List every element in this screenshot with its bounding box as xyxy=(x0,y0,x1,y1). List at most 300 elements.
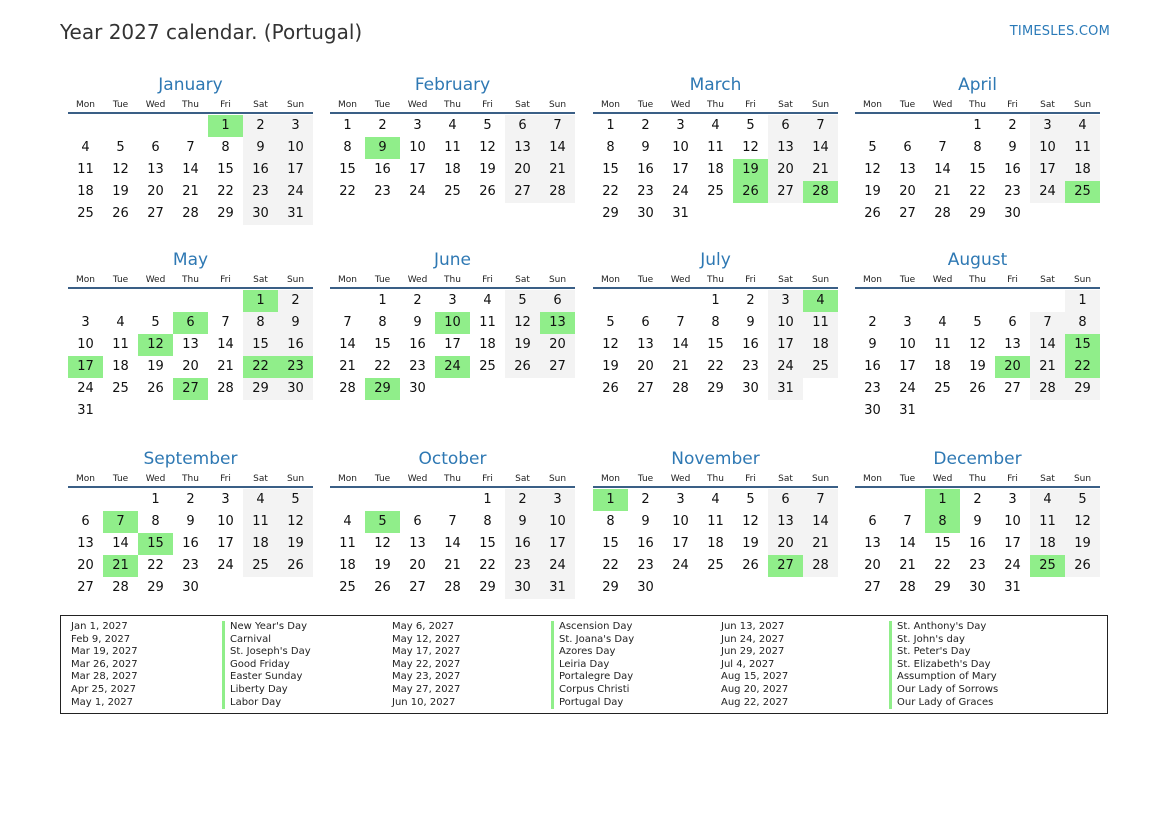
day-cell[interactable]: 25 xyxy=(444,184,461,199)
day-cell[interactable]: 7 xyxy=(221,315,230,330)
day-cell[interactable]: 20 xyxy=(864,558,881,573)
day-cell[interactable]: 8 xyxy=(221,140,230,155)
day-cell[interactable]: 29 xyxy=(602,580,619,595)
day-cell[interactable]: 25 xyxy=(934,381,951,396)
day-cell[interactable]: 13 xyxy=(409,536,426,551)
day-cell[interactable]: 17 xyxy=(1004,536,1021,551)
day-cell[interactable]: 19 xyxy=(864,184,881,199)
day-cell[interactable]: 27 xyxy=(147,206,164,221)
day-cell[interactable]: 27 xyxy=(899,206,916,221)
day-cell[interactable]: 30 xyxy=(637,580,654,595)
day-cell[interactable]: 21 xyxy=(1030,356,1065,378)
day-cell[interactable]: 8 xyxy=(151,514,160,529)
day-cell[interactable]: 24 xyxy=(435,356,470,378)
day-cell[interactable]: 1 xyxy=(483,492,492,507)
day-cell[interactable]: 11 xyxy=(1065,137,1100,159)
day-cell[interactable]: 2 xyxy=(186,492,195,507)
day-cell[interactable]: 15 xyxy=(138,533,173,555)
day-cell[interactable]: 4 xyxy=(711,492,720,507)
day-cell[interactable]: 22 xyxy=(707,359,724,374)
day-cell[interactable]: 12 xyxy=(742,514,759,529)
day-cell[interactable]: 2 xyxy=(278,290,313,312)
day-cell[interactable]: 11 xyxy=(1030,511,1065,533)
day-cell[interactable]: 26 xyxy=(1065,555,1100,577)
day-cell[interactable]: 22 xyxy=(969,184,986,199)
day-cell[interactable]: 22 xyxy=(934,558,951,573)
day-cell[interactable]: 10 xyxy=(217,514,234,529)
day-cell[interactable]: 11 xyxy=(112,337,129,352)
day-cell[interactable]: 4 xyxy=(938,315,947,330)
day-cell[interactable]: 2 xyxy=(746,293,755,308)
day-cell[interactable]: 26 xyxy=(147,381,164,396)
day-cell[interactable]: 16 xyxy=(742,337,759,352)
day-cell[interactable]: 1 xyxy=(606,118,615,133)
day-cell[interactable]: 18 xyxy=(243,533,278,555)
day-cell[interactable]: 7 xyxy=(903,514,912,529)
day-cell[interactable]: 2 xyxy=(378,118,387,133)
day-cell[interactable]: 26 xyxy=(733,181,768,203)
day-cell[interactable]: 6 xyxy=(505,115,540,137)
day-cell[interactable]: 16 xyxy=(969,536,986,551)
day-cell[interactable]: 3 xyxy=(448,293,457,308)
day-cell[interactable]: 4 xyxy=(483,293,492,308)
day-cell[interactable]: 26 xyxy=(742,558,759,573)
day-cell[interactable]: 16 xyxy=(1004,162,1021,177)
day-cell[interactable]: 28 xyxy=(672,381,689,396)
day-cell[interactable]: 17 xyxy=(768,334,803,356)
day-cell[interactable]: 15 xyxy=(602,536,619,551)
day-cell[interactable]: 27 xyxy=(77,580,94,595)
day-cell[interactable]: 12 xyxy=(278,511,313,533)
day-cell[interactable]: 9 xyxy=(186,514,195,529)
day-cell[interactable]: 9 xyxy=(1008,140,1017,155)
day-cell[interactable]: 9 xyxy=(746,315,755,330)
day-cell[interactable]: 29 xyxy=(365,378,400,400)
day-cell[interactable]: 27 xyxy=(540,356,575,378)
day-cell[interactable]: 26 xyxy=(479,184,496,199)
day-cell[interactable]: 23 xyxy=(637,184,654,199)
day-cell[interactable]: 6 xyxy=(903,140,912,155)
day-cell[interactable]: 7 xyxy=(540,115,575,137)
day-cell[interactable]: 2 xyxy=(1008,118,1017,133)
day-cell[interactable]: 3 xyxy=(278,115,313,137)
day-cell[interactable]: 30 xyxy=(505,577,540,599)
day-cell[interactable]: 15 xyxy=(243,334,278,356)
day-cell[interactable]: 30 xyxy=(1004,206,1021,221)
day-cell[interactable]: 17 xyxy=(672,162,689,177)
day-cell[interactable]: 18 xyxy=(339,558,356,573)
day-cell[interactable]: 3 xyxy=(540,489,575,511)
day-cell[interactable]: 31 xyxy=(899,403,916,418)
day-cell[interactable]: 7 xyxy=(448,514,457,529)
day-cell[interactable]: 29 xyxy=(602,206,619,221)
day-cell[interactable]: 16 xyxy=(409,337,426,352)
day-cell[interactable]: 25 xyxy=(707,184,724,199)
day-cell[interactable]: 29 xyxy=(147,580,164,595)
day-cell[interactable]: 13 xyxy=(540,312,575,334)
day-cell[interactable]: 29 xyxy=(217,206,234,221)
day-cell[interactable]: 21 xyxy=(803,533,838,555)
day-cell[interactable]: 11 xyxy=(243,511,278,533)
day-cell[interactable]: 27 xyxy=(637,381,654,396)
day-cell[interactable]: 14 xyxy=(444,536,461,551)
day-cell[interactable]: 18 xyxy=(934,359,951,374)
day-cell[interactable]: 14 xyxy=(899,536,916,551)
day-cell[interactable]: 3 xyxy=(676,118,685,133)
day-cell[interactable]: 17 xyxy=(444,337,461,352)
day-cell[interactable]: 8 xyxy=(711,315,720,330)
day-cell[interactable]: 31 xyxy=(278,203,313,225)
day-cell[interactable]: 19 xyxy=(742,536,759,551)
day-cell[interactable]: 16 xyxy=(864,359,881,374)
day-cell[interactable]: 1 xyxy=(973,118,982,133)
day-cell[interactable]: 5 xyxy=(505,290,540,312)
day-cell[interactable]: 24 xyxy=(278,181,313,203)
day-cell[interactable]: 22 xyxy=(243,356,278,378)
day-cell[interactable]: 13 xyxy=(182,337,199,352)
day-cell[interactable]: 24 xyxy=(217,558,234,573)
day-cell[interactable]: 4 xyxy=(243,489,278,511)
day-cell[interactable]: 1 xyxy=(378,293,387,308)
day-cell[interactable]: 10 xyxy=(409,140,426,155)
day-cell[interactable]: 25 xyxy=(803,356,838,378)
day-cell[interactable]: 14 xyxy=(112,536,129,551)
day-cell[interactable]: 10 xyxy=(672,514,689,529)
day-cell[interactable]: 30 xyxy=(182,580,199,595)
day-cell[interactable]: 9 xyxy=(641,514,650,529)
day-cell[interactable]: 13 xyxy=(147,162,164,177)
day-cell[interactable]: 19 xyxy=(479,162,496,177)
day-cell[interactable]: 14 xyxy=(339,337,356,352)
day-cell[interactable]: 6 xyxy=(540,290,575,312)
day-cell[interactable]: 21 xyxy=(803,159,838,181)
day-cell[interactable]: 19 xyxy=(505,334,540,356)
day-cell[interactable]: 29 xyxy=(969,206,986,221)
day-cell[interactable]: 16 xyxy=(278,334,313,356)
day-cell[interactable]: 5 xyxy=(151,315,160,330)
day-cell[interactable]: 18 xyxy=(707,536,724,551)
day-cell[interactable]: 6 xyxy=(868,514,877,529)
day-cell[interactable]: 9 xyxy=(365,137,400,159)
day-cell[interactable]: 20 xyxy=(77,558,94,573)
day-cell[interactable]: 27 xyxy=(173,378,208,400)
day-cell[interactable]: 29 xyxy=(1065,378,1100,400)
day-cell[interactable]: 23 xyxy=(637,558,654,573)
day-cell[interactable]: 5 xyxy=(1065,489,1100,511)
day-cell[interactable]: 14 xyxy=(217,337,234,352)
day-cell[interactable]: 6 xyxy=(173,312,208,334)
day-cell[interactable]: 23 xyxy=(864,381,881,396)
day-cell[interactable]: 3 xyxy=(81,315,90,330)
day-cell[interactable]: 23 xyxy=(243,181,278,203)
day-cell[interactable]: 3 xyxy=(903,315,912,330)
day-cell[interactable]: 1 xyxy=(1065,290,1100,312)
day-cell[interactable]: 11 xyxy=(339,536,356,551)
day-cell[interactable]: 2 xyxy=(973,492,982,507)
day-cell[interactable]: 28 xyxy=(934,206,951,221)
day-cell[interactable]: 19 xyxy=(602,359,619,374)
day-cell[interactable]: 24 xyxy=(768,356,803,378)
day-cell[interactable]: 24 xyxy=(409,184,426,199)
day-cell[interactable]: 8 xyxy=(343,140,352,155)
day-cell[interactable]: 27 xyxy=(864,580,881,595)
day-cell[interactable]: 12 xyxy=(602,337,619,352)
day-cell[interactable]: 16 xyxy=(637,536,654,551)
day-cell[interactable]: 15 xyxy=(217,162,234,177)
day-cell[interactable]: 24 xyxy=(77,381,94,396)
day-cell[interactable]: 26 xyxy=(969,381,986,396)
day-cell[interactable]: 21 xyxy=(899,558,916,573)
day-cell[interactable]: 12 xyxy=(479,140,496,155)
day-cell[interactable]: 26 xyxy=(864,206,881,221)
day-cell[interactable]: 13 xyxy=(505,137,540,159)
day-cell[interactable]: 12 xyxy=(969,337,986,352)
day-cell[interactable]: 17 xyxy=(409,162,426,177)
day-cell[interactable]: 19 xyxy=(112,184,129,199)
day-cell[interactable]: 24 xyxy=(1004,558,1021,573)
day-cell[interactable]: 3 xyxy=(221,492,230,507)
day-cell[interactable]: 9 xyxy=(868,337,877,352)
day-cell[interactable]: 18 xyxy=(803,334,838,356)
day-cell[interactable]: 14 xyxy=(540,137,575,159)
day-cell[interactable]: 21 xyxy=(182,184,199,199)
day-cell[interactable]: 11 xyxy=(77,162,94,177)
day-cell[interactable]: 6 xyxy=(641,315,650,330)
day-cell[interactable]: 23 xyxy=(409,359,426,374)
day-cell[interactable]: 23 xyxy=(278,356,313,378)
day-cell[interactable]: 12 xyxy=(138,334,173,356)
day-cell[interactable]: 1 xyxy=(151,492,160,507)
day-cell[interactable]: 28 xyxy=(803,555,838,577)
day-cell[interactable]: 8 xyxy=(606,140,615,155)
day-cell[interactable]: 14 xyxy=(672,337,689,352)
day-cell[interactable]: 6 xyxy=(768,489,803,511)
day-cell[interactable]: 24 xyxy=(899,381,916,396)
day-cell[interactable]: 31 xyxy=(1004,580,1021,595)
day-cell[interactable]: 16 xyxy=(243,159,278,181)
day-cell[interactable]: 17 xyxy=(672,536,689,551)
day-cell[interactable]: 2 xyxy=(641,118,650,133)
day-cell[interactable]: 28 xyxy=(339,381,356,396)
day-cell[interactable]: 21 xyxy=(934,184,951,199)
day-cell[interactable]: 3 xyxy=(413,118,422,133)
day-cell[interactable]: 20 xyxy=(899,184,916,199)
day-cell[interactable]: 13 xyxy=(768,137,803,159)
day-cell[interactable]: 28 xyxy=(899,580,916,595)
day-cell[interactable]: 10 xyxy=(435,312,470,334)
day-cell[interactable]: 30 xyxy=(864,403,881,418)
day-cell[interactable]: 23 xyxy=(969,558,986,573)
day-cell[interactable]: 12 xyxy=(505,312,540,334)
day-cell[interactable]: 10 xyxy=(1030,137,1065,159)
brand-link[interactable]: TIMESLES.COM xyxy=(1009,24,1110,39)
day-cell[interactable]: 30 xyxy=(742,381,759,396)
day-cell[interactable]: 26 xyxy=(505,356,540,378)
day-cell[interactable]: 13 xyxy=(77,536,94,551)
day-cell[interactable]: 7 xyxy=(938,140,947,155)
day-cell[interactable]: 29 xyxy=(243,378,278,400)
day-cell[interactable]: 5 xyxy=(973,315,982,330)
day-cell[interactable]: 9 xyxy=(641,140,650,155)
day-cell[interactable]: 8 xyxy=(606,514,615,529)
day-cell[interactable]: 3 xyxy=(676,492,685,507)
day-cell[interactable]: 19 xyxy=(374,558,391,573)
day-cell[interactable]: 2 xyxy=(641,492,650,507)
day-cell[interactable]: 4 xyxy=(81,140,90,155)
day-cell[interactable]: 13 xyxy=(899,162,916,177)
day-cell[interactable]: 22 xyxy=(602,558,619,573)
day-cell[interactable]: 23 xyxy=(182,558,199,573)
day-cell[interactable]: 11 xyxy=(934,337,951,352)
day-cell[interactable]: 6 xyxy=(1008,315,1017,330)
day-cell[interactable]: 5 xyxy=(868,140,877,155)
day-cell[interactable]: 5 xyxy=(606,315,615,330)
day-cell[interactable]: 18 xyxy=(77,184,94,199)
day-cell[interactable]: 14 xyxy=(803,511,838,533)
day-cell[interactable]: 25 xyxy=(479,359,496,374)
day-cell[interactable]: 10 xyxy=(672,140,689,155)
day-cell[interactable]: 19 xyxy=(147,359,164,374)
day-cell[interactable]: 27 xyxy=(409,580,426,595)
day-cell[interactable]: 18 xyxy=(707,162,724,177)
day-cell[interactable]: 24 xyxy=(672,184,689,199)
day-cell[interactable]: 22 xyxy=(1065,356,1100,378)
day-cell[interactable]: 9 xyxy=(413,315,422,330)
day-cell[interactable]: 12 xyxy=(742,140,759,155)
day-cell[interactable]: 26 xyxy=(602,381,619,396)
day-cell[interactable]: 14 xyxy=(934,162,951,177)
day-cell[interactable]: 22 xyxy=(479,558,496,573)
day-cell[interactable]: 31 xyxy=(768,378,803,400)
day-cell[interactable]: 7 xyxy=(803,115,838,137)
day-cell[interactable]: 5 xyxy=(365,511,400,533)
day-cell[interactable]: 27 xyxy=(505,181,540,203)
day-cell[interactable]: 22 xyxy=(374,359,391,374)
day-cell[interactable]: 5 xyxy=(116,140,125,155)
day-cell[interactable]: 2 xyxy=(413,293,422,308)
day-cell[interactable]: 1 xyxy=(711,293,720,308)
day-cell[interactable]: 13 xyxy=(864,536,881,551)
day-cell[interactable]: 17 xyxy=(278,159,313,181)
day-cell[interactable]: 22 xyxy=(217,184,234,199)
day-cell[interactable]: 13 xyxy=(768,511,803,533)
day-cell[interactable]: 8 xyxy=(925,511,960,533)
day-cell[interactable]: 24 xyxy=(1030,181,1065,203)
day-cell[interactable]: 12 xyxy=(864,162,881,177)
day-cell[interactable]: 19 xyxy=(969,359,986,374)
day-cell[interactable]: 6 xyxy=(413,514,422,529)
day-cell[interactable]: 9 xyxy=(243,137,278,159)
day-cell[interactable]: 7 xyxy=(1030,312,1065,334)
day-cell[interactable]: 13 xyxy=(1004,337,1021,352)
day-cell[interactable]: 28 xyxy=(444,580,461,595)
day-cell[interactable]: 9 xyxy=(278,312,313,334)
day-cell[interactable]: 23 xyxy=(505,555,540,577)
day-cell[interactable]: 22 xyxy=(602,184,619,199)
day-cell[interactable]: 31 xyxy=(540,577,575,599)
day-cell[interactable]: 7 xyxy=(803,489,838,511)
day-cell[interactable]: 1 xyxy=(343,118,352,133)
day-cell[interactable]: 3 xyxy=(1008,492,1017,507)
day-cell[interactable]: 4 xyxy=(448,118,457,133)
day-cell[interactable]: 12 xyxy=(1065,511,1100,533)
day-cell[interactable]: 16 xyxy=(505,533,540,555)
day-cell[interactable]: 25 xyxy=(112,381,129,396)
day-cell[interactable]: 11 xyxy=(444,140,461,155)
day-cell[interactable]: 30 xyxy=(637,206,654,221)
day-cell[interactable]: 17 xyxy=(1030,159,1065,181)
day-cell[interactable]: 21 xyxy=(217,359,234,374)
day-cell[interactable]: 10 xyxy=(540,511,575,533)
day-cell[interactable]: 19 xyxy=(1065,533,1100,555)
day-cell[interactable]: 4 xyxy=(711,118,720,133)
day-cell[interactable]: 12 xyxy=(112,162,129,177)
day-cell[interactable]: 27 xyxy=(768,181,803,203)
day-cell[interactable]: 18 xyxy=(444,162,461,177)
day-cell[interactable]: 28 xyxy=(217,381,234,396)
day-cell[interactable]: 7 xyxy=(343,315,352,330)
day-cell[interactable]: 17 xyxy=(217,536,234,551)
day-cell[interactable]: 2 xyxy=(868,315,877,330)
day-cell[interactable]: 11 xyxy=(707,140,724,155)
day-cell[interactable]: 5 xyxy=(483,118,492,133)
day-cell[interactable]: 3 xyxy=(1030,115,1065,137)
day-cell[interactable]: 10 xyxy=(899,337,916,352)
day-cell[interactable]: 30 xyxy=(409,381,426,396)
day-cell[interactable]: 21 xyxy=(103,555,138,577)
day-cell[interactable]: 24 xyxy=(540,555,575,577)
day-cell[interactable]: 30 xyxy=(969,580,986,595)
day-cell[interactable]: 20 xyxy=(540,334,575,356)
day-cell[interactable]: 11 xyxy=(479,315,496,330)
day-cell[interactable]: 31 xyxy=(672,206,689,221)
day-cell[interactable]: 15 xyxy=(479,536,496,551)
day-cell[interactable]: 26 xyxy=(374,580,391,595)
day-cell[interactable]: 22 xyxy=(147,558,164,573)
day-cell[interactable]: 1 xyxy=(208,115,243,137)
day-cell[interactable]: 30 xyxy=(278,378,313,400)
day-cell[interactable]: 10 xyxy=(1004,514,1021,529)
day-cell[interactable]: 7 xyxy=(676,315,685,330)
day-cell[interactable]: 21 xyxy=(339,359,356,374)
day-cell[interactable]: 25 xyxy=(707,558,724,573)
day-cell[interactable]: 25 xyxy=(1065,181,1100,203)
day-cell[interactable]: 15 xyxy=(339,162,356,177)
day-cell[interactable]: 8 xyxy=(1065,312,1100,334)
day-cell[interactable]: 18 xyxy=(479,337,496,352)
day-cell[interactable]: 28 xyxy=(540,181,575,203)
day-cell[interactable]: 23 xyxy=(742,359,759,374)
day-cell[interactable]: 29 xyxy=(707,381,724,396)
day-cell[interactable]: 8 xyxy=(483,514,492,529)
day-cell[interactable]: 8 xyxy=(378,315,387,330)
day-cell[interactable]: 20 xyxy=(995,356,1030,378)
day-cell[interactable]: 27 xyxy=(1004,381,1021,396)
day-cell[interactable]: 28 xyxy=(112,580,129,595)
day-cell[interactable]: 25 xyxy=(243,555,278,577)
day-cell[interactable]: 20 xyxy=(768,159,803,181)
day-cell[interactable]: 4 xyxy=(1065,115,1100,137)
day-cell[interactable]: 19 xyxy=(278,533,313,555)
day-cell[interactable]: 17 xyxy=(68,356,103,378)
day-cell[interactable]: 19 xyxy=(733,159,768,181)
day-cell[interactable]: 23 xyxy=(374,184,391,199)
day-cell[interactable]: 7 xyxy=(103,511,138,533)
day-cell[interactable]: 11 xyxy=(803,312,838,334)
day-cell[interactable]: 16 xyxy=(182,536,199,551)
day-cell[interactable]: 15 xyxy=(374,337,391,352)
day-cell[interactable]: 20 xyxy=(147,184,164,199)
